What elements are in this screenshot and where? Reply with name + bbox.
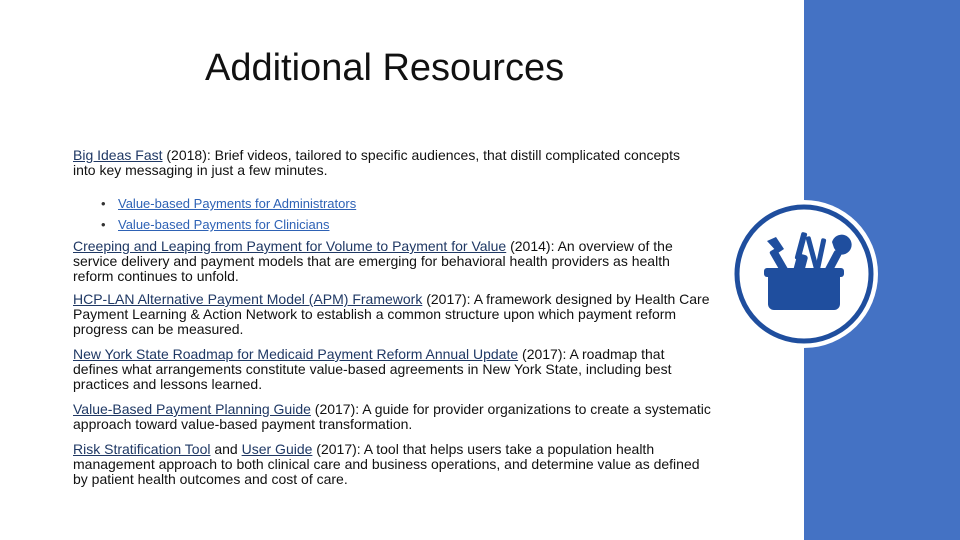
resource-description: (2017): A roadmap that defines what arrangements constitute value-based agreements in New York State, including best practices and lessons learned. bbox=[73, 346, 672, 392]
toolbox-icon bbox=[728, 198, 880, 350]
video-link-administrators[interactable]: Value-based Payments for Administrators bbox=[118, 196, 357, 211]
resource-link-big-ideas-fast[interactable]: Big Ideas Fast bbox=[73, 147, 163, 163]
resource-description: (2018): Brief videos, tailored to specific audiences, that distill complicated concepts into key messaging in just a few minutes. bbox=[73, 147, 680, 178]
resource-entry bbox=[73, 442, 713, 487]
resource-link-creeping-leaping[interactable]: Creeping and Leaping from Payment for Volume to Payment for Value bbox=[73, 238, 507, 254]
resource-entry bbox=[73, 292, 713, 337]
resource-link-risk-stratification-tool[interactable]: Risk Stratification Tool bbox=[73, 441, 211, 457]
resource-link-user-guide[interactable]: User Guide bbox=[241, 441, 313, 457]
resource-description: (2014): An overview of the service delivery and payment models that are emerging for behavioral health providers as health reform continues to unfold. bbox=[73, 238, 673, 284]
resource-connector: and bbox=[210, 441, 242, 457]
resource-link-vbp-planning-guide[interactable]: Value-Based Payment Planning Guide bbox=[73, 401, 311, 417]
resource-entry bbox=[73, 402, 713, 432]
resource-description: (2017): A tool that helps users take a population health management approach to both clinical care and business operations, and determine value as defined by patient health outcomes and cost of care. bbox=[73, 441, 700, 487]
tools-group bbox=[764, 232, 852, 310]
resource-link-nys-roadmap[interactable]: New York State Roadmap for Medicaid Payment Reform Annual Update bbox=[73, 346, 519, 362]
bullet-item bbox=[101, 214, 713, 235]
resource-entry bbox=[73, 148, 688, 178]
resource-link-apm-framework[interactable]: HCP-LAN Alternative Payment Model (APM) Framework bbox=[73, 291, 423, 307]
bullet-dot-icon: • bbox=[101, 196, 106, 211]
resource-description: (2017): A framework designed by Health Care Payment Learning & Action Network to establish a common structure upon which payment reform progress can be measured. bbox=[73, 291, 710, 337]
bullet-dot-icon: • bbox=[101, 217, 106, 232]
slide-title: Additional Resources bbox=[205, 47, 565, 89]
video-link-clinicians[interactable]: Value-based Payments for Clinicians bbox=[118, 217, 330, 232]
resource-description: (2017): A guide for provider organizations to create a systematic approach toward value-based payment transformation. bbox=[73, 401, 711, 432]
resource-list bbox=[73, 148, 713, 487]
video-bullet-list bbox=[73, 193, 713, 235]
resource-entry bbox=[73, 239, 713, 284]
bullet-item bbox=[101, 193, 713, 214]
resource-entry bbox=[73, 347, 713, 392]
